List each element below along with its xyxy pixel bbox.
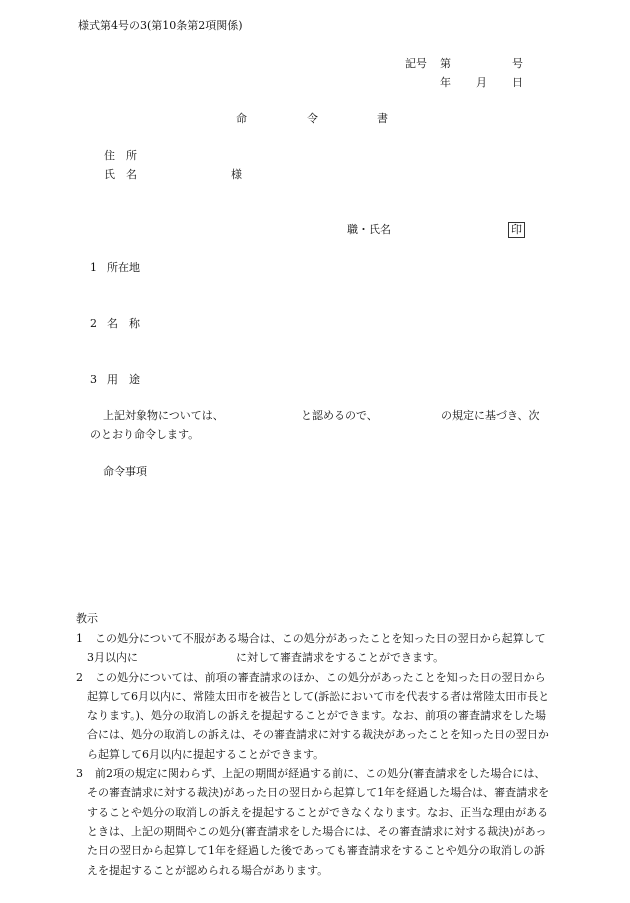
body-part-1: 上記対象物については、 <box>103 409 224 422</box>
seal-mark <box>508 222 525 238</box>
issuer-label: 職・氏名 <box>347 223 391 236</box>
honorific: 様 <box>231 168 242 181</box>
record-dai: 第 <box>440 57 451 70</box>
notice-item-2-num: 2 <box>76 670 83 684</box>
title-char-3: 書 <box>377 112 388 125</box>
date-year: 年 <box>440 76 451 89</box>
notice-item-1-text-b: に対して審査請求をすることができます。 <box>236 651 445 665</box>
notice-list <box>76 629 551 880</box>
title-char-1: 命 <box>236 112 247 125</box>
seal-text: 印 <box>508 222 525 238</box>
body-part-3: の規定に基づき、次 <box>441 409 540 422</box>
date-day: 日 <box>512 76 523 89</box>
body-part-2: と認めるので、 <box>301 409 378 422</box>
item-1-num: 1 <box>90 261 97 274</box>
notice-heading: 教示 <box>76 612 98 625</box>
notice-item-3-text: 前2項の規定に関わらず、上記の期間が経過する前に、この処分(審査請求をした場合には、その審査請求に対する裁決)があった日の翌日から起算して1年を経過した場合は、審査請求をすることや処分の取消しの訴えを提起することができなくなります。なお、正当な理由があるときは、上記の期間やこの処分(審査請求をした場合には、その審査請求に対する裁決)があった日の翌日から起算して1年を経過した後であっても審査請求をすることや処分の取消しの訴えを提起することが認められる場合があります。 <box>87 767 550 877</box>
record-kigou: 記号 <box>405 57 427 70</box>
item-3-label: 用 途 <box>107 373 140 386</box>
notice-item-2-text: この処分については、前項の審査請求のほか、この処分があったことを知った日の翌日から起算して6月以内に、常陸太田市を被告として(訴訟において市を代表する者は常陸太田市長となります。)、処分の取消しの訴えを提起することができます。なお、前項の審査請求をした場合には、処分の取消しの訴えは、その審査請求に対する裁決があったことを知った日の翌日から起算して6月以内に提起することができます。 <box>87 670 550 761</box>
notice-item-1 <box>76 629 551 668</box>
item-1-label: 所在地 <box>107 261 140 274</box>
notice-item-3-num: 3 <box>76 767 83 781</box>
name-label: 氏 名 <box>104 168 137 181</box>
notice-item-2 <box>76 668 551 764</box>
date-month: 月 <box>476 76 487 89</box>
item-2-label: 名 称 <box>107 317 140 330</box>
order-heading: 命令事項 <box>103 465 147 478</box>
address-label: 住 所 <box>104 149 137 162</box>
record-gou: 号 <box>512 57 523 70</box>
notice-item-1-text-a: この処分について不服がある場合は、この処分があったことを知った日の翌日から起算して3月以内に <box>87 632 546 665</box>
title-char-2: 令 <box>307 112 318 125</box>
form-label: 様式第4号の3(第10条第2項関係) <box>78 19 243 32</box>
notice-item-3 <box>76 764 551 880</box>
body-line-2: のとおり命令します。 <box>90 428 200 441</box>
item-3-num: 3 <box>90 373 97 386</box>
notice-item-1-num: 1 <box>76 632 83 645</box>
item-2-num: 2 <box>90 317 97 330</box>
